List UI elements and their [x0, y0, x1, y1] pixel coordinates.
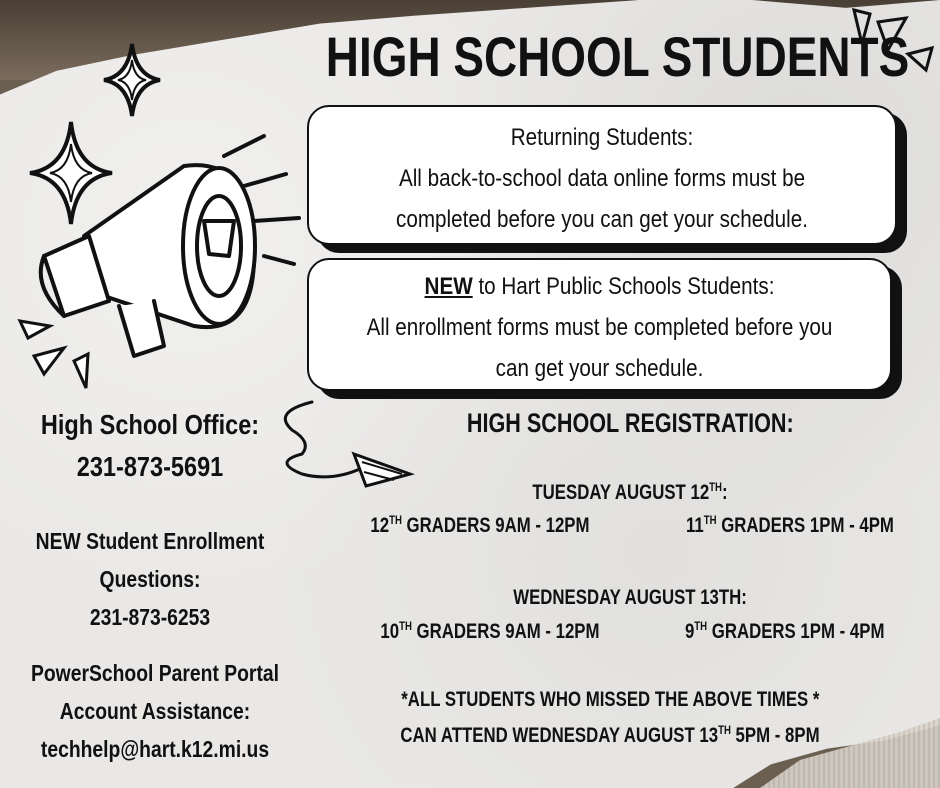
page-title: HIGH SCHOOL STUDENTS: [325, 25, 910, 88]
registration-title-text: HIGH SCHOOL REGISTRATION:: [466, 408, 794, 438]
slot-text: GRADERS 9AM - 12PM: [411, 620, 600, 643]
ordinal-suffix: TH: [709, 480, 722, 494]
schedule-slot: [340, 620, 640, 644]
grade-number: 9: [685, 620, 695, 643]
schedule-slot: [650, 514, 930, 538]
returning-text-line: All back-to-school data online forms must be: [398, 165, 806, 192]
returning-students-bubble: [307, 105, 897, 245]
new-students-bubble: [307, 258, 892, 391]
missed-text: CAN ATTEND WEDNESDAY AUGUST 13: [400, 724, 719, 747]
portal-contact: [5, 654, 305, 768]
slot-text: GRADERS 1PM - 4PM: [707, 620, 885, 643]
grade-number: 10: [380, 620, 400, 643]
ordinal-suffix: TH: [399, 619, 412, 633]
new-text-line: can get your schedule.: [495, 355, 704, 382]
day-text: WEDNESDAY AUGUST 13TH:: [513, 586, 747, 609]
returning-text-line: completed before you can get your schedule.: [396, 206, 808, 233]
portal-label: Account Assistance:: [59, 698, 251, 724]
portal-label: PowerSchool Parent Portal: [30, 660, 280, 686]
day-heading-tuesday: [440, 481, 820, 505]
enrollment-label: NEW Student Enrollment: [35, 528, 265, 554]
day-text: TUESDAY AUGUST 12: [532, 481, 710, 504]
missed-text: 5PM - 8PM: [730, 724, 820, 747]
office-phone: 231-873-5691: [76, 451, 224, 482]
portal-email: techhelp@hart.k12.mi.us: [40, 736, 270, 762]
new-heading: [350, 266, 850, 307]
schedule-slot: [645, 620, 925, 644]
registration-title: [420, 408, 840, 439]
enrollment-contact: [10, 522, 290, 636]
new-text-line: All enrollment forms must be completed before you: [366, 314, 833, 341]
office-contact: [20, 404, 280, 488]
day-text: :: [721, 481, 728, 504]
slot-text: GRADERS 1PM - 4PM: [716, 514, 894, 537]
ordinal-suffix: TH: [694, 619, 708, 633]
grade-number: 11: [686, 514, 704, 537]
office-label: High School Office:: [40, 409, 260, 440]
ordinal-suffix: TH: [703, 513, 717, 527]
enrollment-label: Questions:: [99, 566, 201, 592]
new-heading-rest: to Hart Public Schools Students:: [472, 273, 775, 300]
new-emphasis: NEW: [424, 273, 473, 300]
missed-notice-time: [330, 724, 890, 748]
returning-heading: Returning Students:: [510, 124, 694, 151]
megaphone-icon: [14, 126, 304, 396]
schedule-slot: [330, 514, 630, 538]
enrollment-phone: 231-873-6253: [89, 604, 211, 630]
slot-text: GRADERS 9AM - 12PM: [401, 514, 590, 537]
missed-text: *ALL STUDENTS WHO MISSED THE ABOVE TIMES *: [400, 688, 820, 711]
grade-number: 12: [370, 514, 390, 537]
day-heading-wednesday: [440, 586, 820, 610]
ordinal-suffix: TH: [718, 723, 731, 737]
missed-notice: [340, 688, 880, 712]
sparkle-star-icon: [100, 40, 164, 120]
curly-arrow-icon: [262, 392, 422, 492]
ordinal-suffix: TH: [389, 513, 402, 527]
